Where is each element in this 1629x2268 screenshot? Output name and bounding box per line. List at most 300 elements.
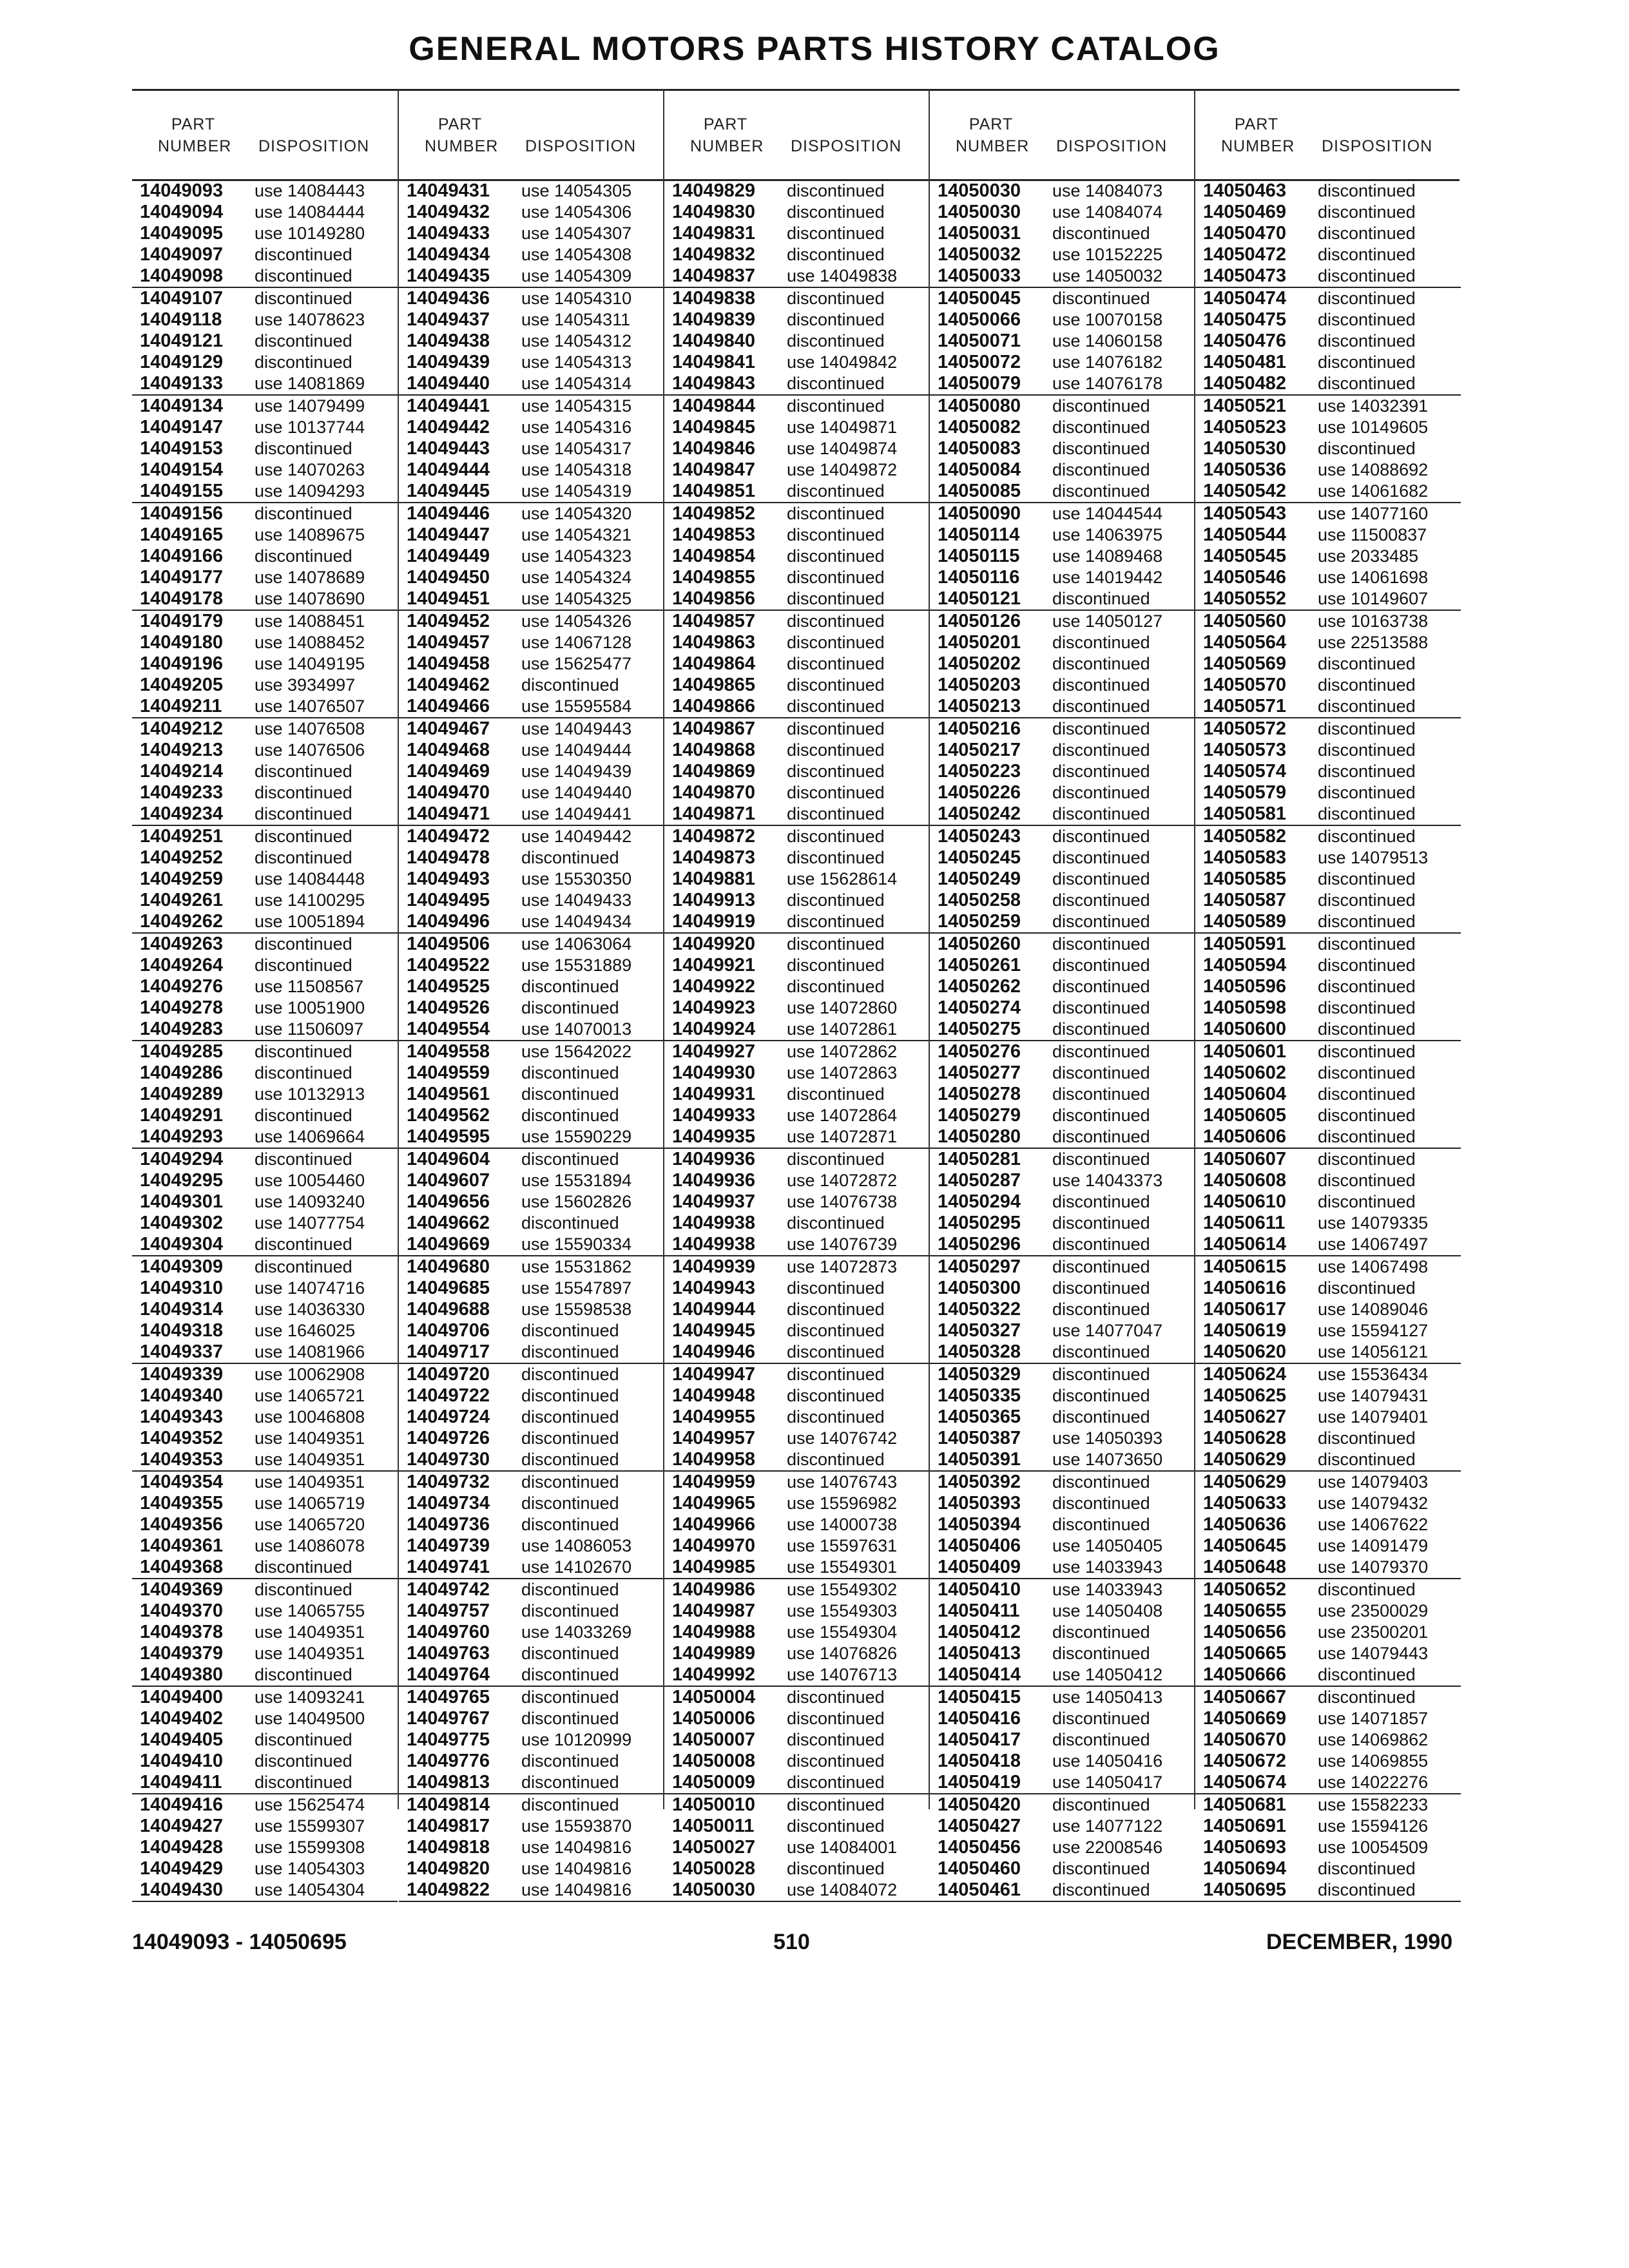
part-number: 14050579 <box>1203 782 1287 803</box>
part-number: 14049133 <box>140 373 224 394</box>
part-number: 14049938 <box>672 1234 756 1254</box>
table-row <box>1195 997 1461 1019</box>
table-row <box>930 503 1195 524</box>
part-number: 14050670 <box>1203 1729 1287 1750</box>
part-number: 14049730 <box>407 1449 490 1470</box>
part-number: 14049776 <box>407 1751 490 1771</box>
table-row <box>1195 1278 1461 1299</box>
disposition: discontinued <box>1052 890 1150 910</box>
part-number: 14049966 <box>672 1514 756 1535</box>
table-row <box>664 396 930 417</box>
disposition: use 10149280 <box>255 224 365 243</box>
part-number: 14049370 <box>140 1600 224 1621</box>
table-row <box>930 438 1195 459</box>
table-row <box>930 1493 1195 1514</box>
part-number: 14050546 <box>1203 567 1287 588</box>
table-row <box>399 1600 664 1622</box>
part-number: 14050079 <box>938 373 1021 394</box>
table-row <box>664 718 930 740</box>
table-row <box>1195 503 1461 524</box>
part-number: 14050652 <box>1203 1579 1287 1600</box>
disposition: use 14071857 <box>1318 1709 1429 1728</box>
part-number: 14049764 <box>407 1664 490 1685</box>
table-row <box>132 675 398 696</box>
part-number: 14049155 <box>140 481 224 501</box>
table-row <box>1195 890 1461 911</box>
part-number: 14050226 <box>938 782 1021 803</box>
table-row <box>930 588 1195 611</box>
table-row <box>1195 481 1461 503</box>
table-row <box>664 1579 930 1600</box>
part-number: 14050552 <box>1203 588 1287 609</box>
table-row <box>132 503 398 524</box>
disposition: discontinued <box>521 1601 619 1620</box>
disposition: discontinued <box>787 1407 885 1427</box>
table-row <box>132 288 398 309</box>
table-row <box>930 1449 1195 1472</box>
disposition: discontinued <box>787 1342 885 1361</box>
table-row <box>930 1256 1195 1278</box>
catalog-table <box>132 89 1460 1900</box>
table-row <box>132 1751 398 1772</box>
disposition: use 14054312 <box>521 331 632 351</box>
table-row <box>399 309 664 331</box>
disposition: use 15598538 <box>521 1300 632 1319</box>
table-row <box>399 1385 664 1407</box>
table-row <box>930 1557 1195 1579</box>
part-number: 14050007 <box>672 1729 756 1750</box>
table-row <box>1195 1191 1461 1213</box>
part-number: 14049559 <box>407 1062 490 1083</box>
table-row <box>664 1126 930 1149</box>
part-number: 14050082 <box>938 417 1021 437</box>
part-number: 14050594 <box>1203 955 1287 975</box>
part-number: 14050409 <box>938 1557 1021 1577</box>
table-row <box>930 1126 1195 1149</box>
part-number: 14050410 <box>938 1579 1021 1600</box>
table-row <box>930 1622 1195 1643</box>
disposition: discontinued <box>1052 1149 1150 1169</box>
part-number: 14050045 <box>938 288 1021 309</box>
disposition: discontinued <box>255 1149 352 1169</box>
disposition: use 14049442 <box>521 827 632 846</box>
table-row <box>132 1407 398 1428</box>
part-number: 14049775 <box>407 1729 490 1750</box>
disposition: use 14050405 <box>1052 1536 1163 1555</box>
disposition: use 14072862 <box>787 1042 898 1061</box>
table-row <box>399 1858 664 1879</box>
table-row <box>664 1535 930 1557</box>
table-row <box>399 1191 664 1213</box>
part-number: 14050028 <box>672 1858 756 1879</box>
table-row <box>664 1472 930 1493</box>
disposition: use 2033485 <box>1318 546 1419 566</box>
table-row <box>930 782 1195 803</box>
disposition: use 14049872 <box>787 460 898 479</box>
disposition: use 14054306 <box>521 202 632 222</box>
part-number: 14050542 <box>1203 481 1287 501</box>
table-row <box>399 803 664 826</box>
disposition: discontinued <box>787 1365 885 1384</box>
table-row <box>1195 546 1461 567</box>
part-number: 14050472 <box>1203 244 1287 265</box>
part-number: 14049361 <box>140 1535 224 1556</box>
disposition: discontinued <box>1052 1300 1150 1319</box>
part-number: 14049294 <box>140 1149 224 1169</box>
table-row <box>930 396 1195 417</box>
table-row <box>930 1062 1195 1084</box>
disposition-header: DISPOSITION <box>525 137 637 155</box>
disposition: use 14079335 <box>1318 1213 1429 1233</box>
disposition: discontinued <box>1318 1171 1416 1190</box>
table-row <box>132 869 398 890</box>
part-number: 14050419 <box>938 1772 1021 1792</box>
disposition: use 14033943 <box>1052 1557 1163 1577</box>
disposition: discontinued <box>1052 589 1150 608</box>
disposition: use 15642022 <box>521 1042 632 1061</box>
disposition: discontinued <box>787 804 885 823</box>
table-row <box>399 481 664 503</box>
part-number: 14050564 <box>1203 632 1287 653</box>
table-row <box>930 417 1195 438</box>
table-row <box>1195 976 1461 997</box>
part-number: 14050610 <box>1203 1191 1287 1212</box>
table-row <box>399 244 664 265</box>
disposition: discontinued <box>1318 224 1416 243</box>
table-row <box>664 803 930 826</box>
table-row <box>399 1364 664 1385</box>
disposition: discontinued <box>1318 439 1416 458</box>
disposition: discontinued <box>1052 848 1150 867</box>
part-number: 14049205 <box>140 675 224 695</box>
table-row <box>132 718 398 740</box>
table-row <box>664 1643 930 1664</box>
table-row <box>399 567 664 588</box>
disposition: use 14054317 <box>521 439 632 458</box>
part-number: 14049724 <box>407 1407 490 1427</box>
disposition: discontinued <box>521 1321 619 1340</box>
disposition: use 14056121 <box>1318 1342 1429 1361</box>
disposition: use 10051894 <box>255 912 365 931</box>
part-number: 14049526 <box>407 997 490 1018</box>
disposition: use 10120999 <box>521 1730 632 1749</box>
table-row <box>399 1126 664 1149</box>
disposition: use 14076738 <box>787 1192 898 1211</box>
part-number: 14049153 <box>140 438 224 459</box>
disposition: discontinued <box>1318 869 1416 889</box>
table-row <box>664 288 930 309</box>
disposition: discontinued <box>787 1450 885 1469</box>
disposition: use 14054313 <box>521 352 632 372</box>
disposition: use 10137744 <box>255 418 365 437</box>
disposition: discontinued <box>521 848 619 867</box>
disposition: use 14065755 <box>255 1601 365 1620</box>
table-row <box>664 1687 930 1708</box>
disposition: discontinued <box>521 1795 619 1814</box>
table-row <box>132 826 398 847</box>
part-number: 14050648 <box>1203 1557 1287 1577</box>
disposition: discontinued <box>1318 1687 1416 1707</box>
table-row <box>664 632 930 653</box>
part-number: 14049295 <box>140 1170 224 1191</box>
table-row <box>930 611 1195 632</box>
disposition: discontinued <box>1318 289 1416 308</box>
part-number: 14049430 <box>140 1879 224 1900</box>
part-number: 14050090 <box>938 503 1021 524</box>
disposition: discontinued <box>521 1386 619 1405</box>
disposition: discontinued <box>1318 912 1416 931</box>
table-row <box>930 1643 1195 1664</box>
disposition: use 14070263 <box>255 460 365 479</box>
disposition: discontinued <box>787 589 885 608</box>
disposition: use 14054325 <box>521 589 632 608</box>
table-row <box>399 1278 664 1299</box>
table-row <box>930 1514 1195 1535</box>
part-number: 14050669 <box>1203 1708 1287 1729</box>
table-row <box>1195 1170 1461 1191</box>
part-number: 14049930 <box>672 1062 756 1083</box>
table-row <box>930 546 1195 567</box>
part-number: 14049814 <box>407 1794 490 1815</box>
table-row <box>664 244 930 265</box>
disposition: use 14076182 <box>1052 352 1163 372</box>
part-number: 14049278 <box>140 997 224 1018</box>
disposition: discontinued <box>255 783 352 802</box>
table-row <box>930 847 1195 869</box>
disposition: discontinued <box>1052 289 1150 308</box>
part-number: 14050115 <box>938 546 1020 566</box>
disposition: discontinued <box>521 1644 619 1663</box>
part-number: 14049301 <box>140 1191 224 1212</box>
table-row <box>664 417 930 438</box>
disposition: discontinued <box>787 1149 885 1169</box>
disposition: discontinued <box>521 1106 619 1125</box>
disposition: discontinued <box>787 611 885 631</box>
table-row <box>664 1341 930 1364</box>
part-number: 14049402 <box>140 1708 224 1729</box>
table-row <box>132 1449 398 1472</box>
part-number: 14049841 <box>672 352 756 372</box>
disposition: use 14070013 <box>521 1019 632 1039</box>
part-number: 14050427 <box>938 1816 1021 1836</box>
table-row <box>399 782 664 803</box>
disposition: use 15602826 <box>521 1192 632 1211</box>
table-row <box>1195 675 1461 696</box>
part-number: 14049466 <box>407 696 490 716</box>
part-number: 14049378 <box>140 1622 224 1642</box>
part-number: 14050223 <box>938 761 1021 782</box>
part-number: 14049437 <box>407 309 490 330</box>
table-row <box>132 740 398 761</box>
table-row <box>664 1364 930 1385</box>
table-row <box>664 1019 930 1041</box>
disposition: discontinued <box>787 504 885 523</box>
disposition: discontinued <box>255 804 352 823</box>
part-number: 14049595 <box>407 1126 490 1147</box>
part-number: 14050009 <box>672 1772 756 1792</box>
table-row <box>930 632 1195 653</box>
part-number: 14050544 <box>1203 524 1287 545</box>
disposition: discontinued <box>787 654 885 673</box>
part-number: 14050587 <box>1203 890 1287 910</box>
table-row <box>664 1407 930 1428</box>
table-row <box>664 1837 930 1858</box>
part-number: 14049870 <box>672 782 756 803</box>
catalog-column-4 <box>929 89 1195 1900</box>
disposition: discontinued <box>1318 890 1416 910</box>
disposition: use 10054509 <box>1318 1838 1429 1857</box>
disposition: use 14074716 <box>255 1278 365 1298</box>
disposition: use 14086078 <box>255 1536 365 1555</box>
table-row <box>1195 223 1461 244</box>
disposition: discontinued <box>787 633 885 652</box>
table-row <box>399 331 664 352</box>
part-number: 14049410 <box>140 1751 224 1771</box>
disposition: use 15582233 <box>1318 1795 1429 1814</box>
part-number: 14049818 <box>407 1837 490 1858</box>
part-number: 14049449 <box>407 546 490 566</box>
disposition: discontinued <box>255 546 352 566</box>
disposition: discontinued <box>255 956 352 975</box>
table-row <box>399 1299 664 1320</box>
part-number: 14049522 <box>407 955 490 975</box>
part-number: 14050645 <box>1203 1535 1287 1556</box>
part-number: 14049429 <box>140 1858 224 1879</box>
disposition: use 14050413 <box>1052 1687 1163 1707</box>
disposition: discontinued <box>1318 202 1416 222</box>
part-number: 14049097 <box>140 244 224 265</box>
disposition-header: DISPOSITION <box>258 137 370 155</box>
disposition: use 14089675 <box>255 525 365 544</box>
table-row <box>1195 1837 1461 1858</box>
disposition: discontinued <box>255 1106 352 1125</box>
part-number: 14049852 <box>672 503 756 524</box>
disposition: discontinued <box>1318 266 1416 285</box>
disposition: use 14065719 <box>255 1494 365 1513</box>
part-number: 14050418 <box>938 1751 1021 1771</box>
table-row <box>1195 718 1461 740</box>
disposition: discontinued <box>787 1773 885 1792</box>
table-row <box>399 632 664 653</box>
part-number: 14050601 <box>1203 1041 1287 1062</box>
table-row <box>399 1837 664 1858</box>
table-row <box>664 331 930 352</box>
part-number: 14050322 <box>938 1299 1021 1320</box>
part-number: 14049913 <box>672 890 756 910</box>
table-row <box>399 503 664 524</box>
part-number: 14049656 <box>407 1191 490 1212</box>
disposition: use 14069664 <box>255 1127 365 1146</box>
part-number: 14050456 <box>938 1837 1021 1858</box>
part-number: 14050475 <box>1203 309 1287 330</box>
part-number: 14050667 <box>1203 1687 1287 1707</box>
disposition: discontinued <box>1052 912 1150 931</box>
table-row <box>399 1019 664 1041</box>
part-number: 14049829 <box>672 180 756 201</box>
table-row <box>132 1837 398 1858</box>
part-number: 14050570 <box>1203 675 1287 695</box>
part-number: 14049154 <box>140 459 224 480</box>
table-row <box>1195 1428 1461 1449</box>
disposition: discontinued <box>1318 310 1416 329</box>
disposition: discontinued <box>1052 1278 1150 1298</box>
disposition: discontinued <box>787 1687 885 1707</box>
part-number: 14050608 <box>1203 1170 1287 1191</box>
part-number: 14050296 <box>938 1234 1021 1254</box>
disposition: use 23500201 <box>1318 1622 1429 1642</box>
disposition: use 14019442 <box>1052 568 1163 587</box>
part-number: 14049234 <box>140 803 224 824</box>
disposition: use 14043373 <box>1052 1171 1163 1190</box>
disposition: discontinued <box>1318 827 1416 846</box>
part-header-line1: PART <box>438 115 483 133</box>
disposition: use 14049874 <box>787 439 898 458</box>
disposition: use 3934997 <box>255 675 356 695</box>
disposition: use 14076507 <box>255 697 365 716</box>
disposition: use 14094293 <box>255 481 365 501</box>
table-row <box>930 1149 1195 1170</box>
disposition: discontinued <box>1052 956 1150 975</box>
part-number: 14050691 <box>1203 1816 1287 1836</box>
table-row <box>1195 1126 1461 1149</box>
part-number: 14050066 <box>938 309 1021 330</box>
table-row <box>1195 1213 1461 1234</box>
table-row <box>930 180 1195 202</box>
table-row <box>1195 1019 1461 1041</box>
disposition: discontinued <box>787 719 885 738</box>
part-number: 14049734 <box>407 1493 490 1514</box>
table-row <box>1195 1708 1461 1729</box>
table-row <box>664 438 930 459</box>
disposition: use 14072864 <box>787 1106 898 1125</box>
part-number: 14049965 <box>672 1493 756 1514</box>
part-number: 14049948 <box>672 1385 756 1406</box>
table-row <box>664 890 930 911</box>
table-row <box>664 481 930 503</box>
table-row <box>1195 352 1461 373</box>
table-row <box>930 1341 1195 1364</box>
table-row <box>664 1664 930 1687</box>
part-number: 14049289 <box>140 1084 224 1104</box>
disposition: use 14093241 <box>255 1687 365 1707</box>
table-row <box>930 1407 1195 1428</box>
table-row <box>132 546 398 567</box>
table-row <box>132 632 398 653</box>
table-row <box>930 1019 1195 1041</box>
table-row <box>399 1234 664 1256</box>
part-number: 14049938 <box>672 1213 756 1233</box>
part-header-line1: PART <box>969 115 1014 133</box>
part-number: 14049444 <box>407 459 490 480</box>
table-row <box>664 1729 930 1751</box>
catalog-column-1 <box>132 89 398 1900</box>
disposition: use 14072871 <box>787 1127 898 1146</box>
table-row <box>930 890 1195 911</box>
disposition: use 14054321 <box>521 525 632 544</box>
disposition-header: DISPOSITION <box>791 137 902 155</box>
disposition: use 14050127 <box>1052 611 1163 631</box>
disposition: discontinued <box>255 848 352 867</box>
table-row <box>132 1105 398 1126</box>
table-row <box>399 1816 664 1837</box>
part-number: 14050602 <box>1203 1062 1287 1083</box>
part-number: 14049400 <box>140 1687 224 1707</box>
part-number: 14049468 <box>407 740 490 760</box>
table-row <box>1195 459 1461 481</box>
part-number: 14050297 <box>938 1256 1021 1277</box>
disposition: use 23500029 <box>1318 1601 1429 1620</box>
disposition: use 14049441 <box>521 804 632 823</box>
